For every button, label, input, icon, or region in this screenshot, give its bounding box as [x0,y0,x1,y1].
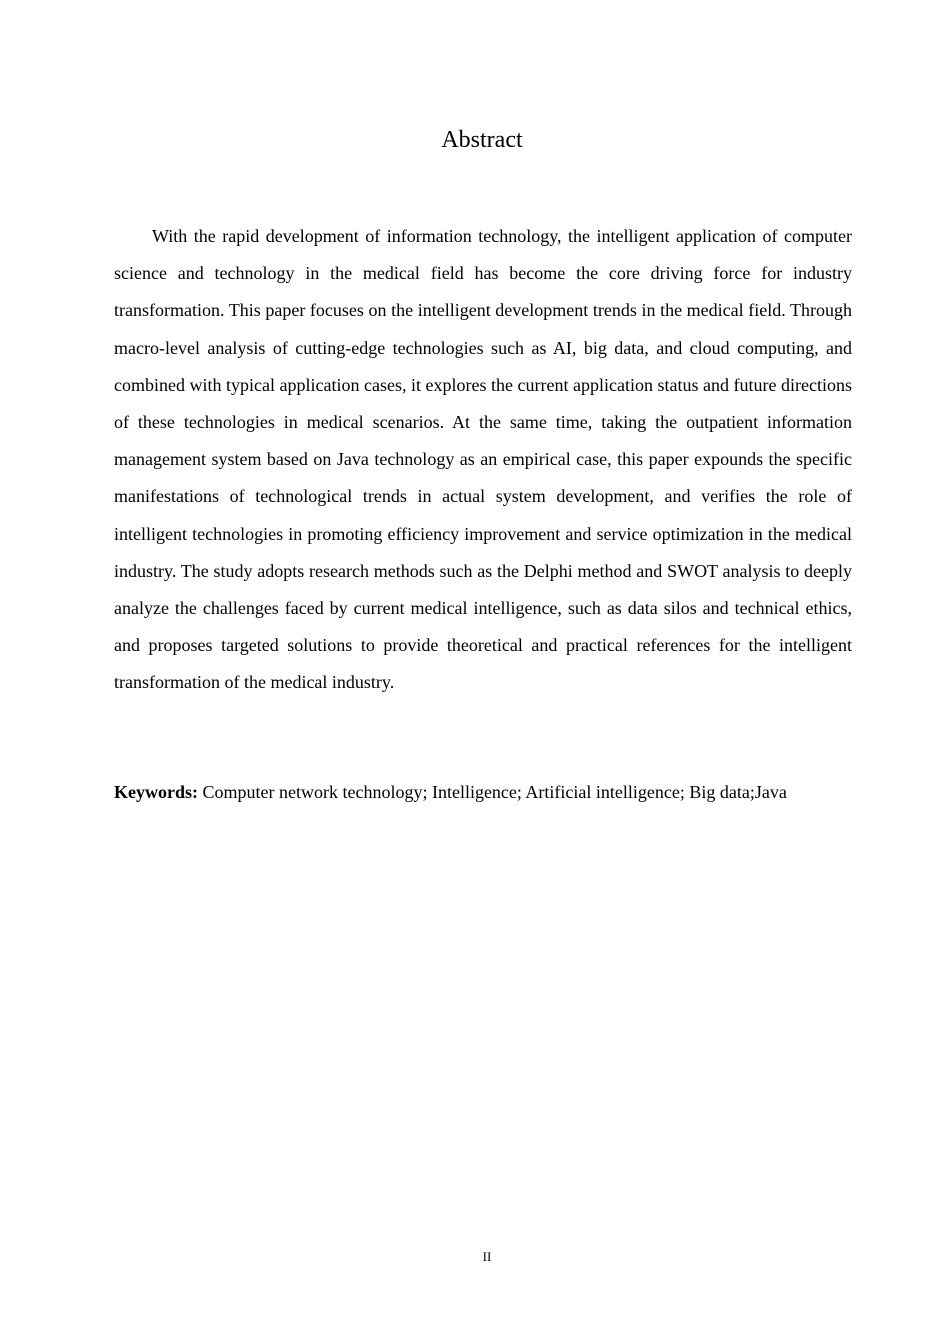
page-number: II [482,1249,492,1264]
keywords-line [114,778,874,806]
abstract-body: With the rapid development of information technology, the intelligent application of computer science and technology in the medical field has become the core driving force for industry transformation. This paper focuses on the intelligent development trends in the medical field. Through macro-level analysis of cutting-edge technologies such as AI, big data, and cloud computing, and combined with typical application cases, it explores the current application status and future directions of these technologies in medical scenarios. At the same time, taking the outpatient information management system based on Java technology as an empirical case, this paper expounds the specific manifestations of technological trends in actual system development, and verifies the role of intelligent technologies in promoting efficiency improvement and service optimization in the medical industry. The study adopts research methods such as the Delphi method and SWOT analysis to deeply analyze the challenges faced by current medical intelligence, such as data silos and technical ethics, and proposes targeted solutions to provide theoretical and practical references for the intelligent transformation of the medical industry. [114,226,852,693]
keywords-list: Computer network technology; Intelligence; Artificial intelligence; Big data;Java [198,782,787,802]
keywords-label: Keywords: [114,782,198,802]
abstract-title: Abstract [441,127,523,153]
